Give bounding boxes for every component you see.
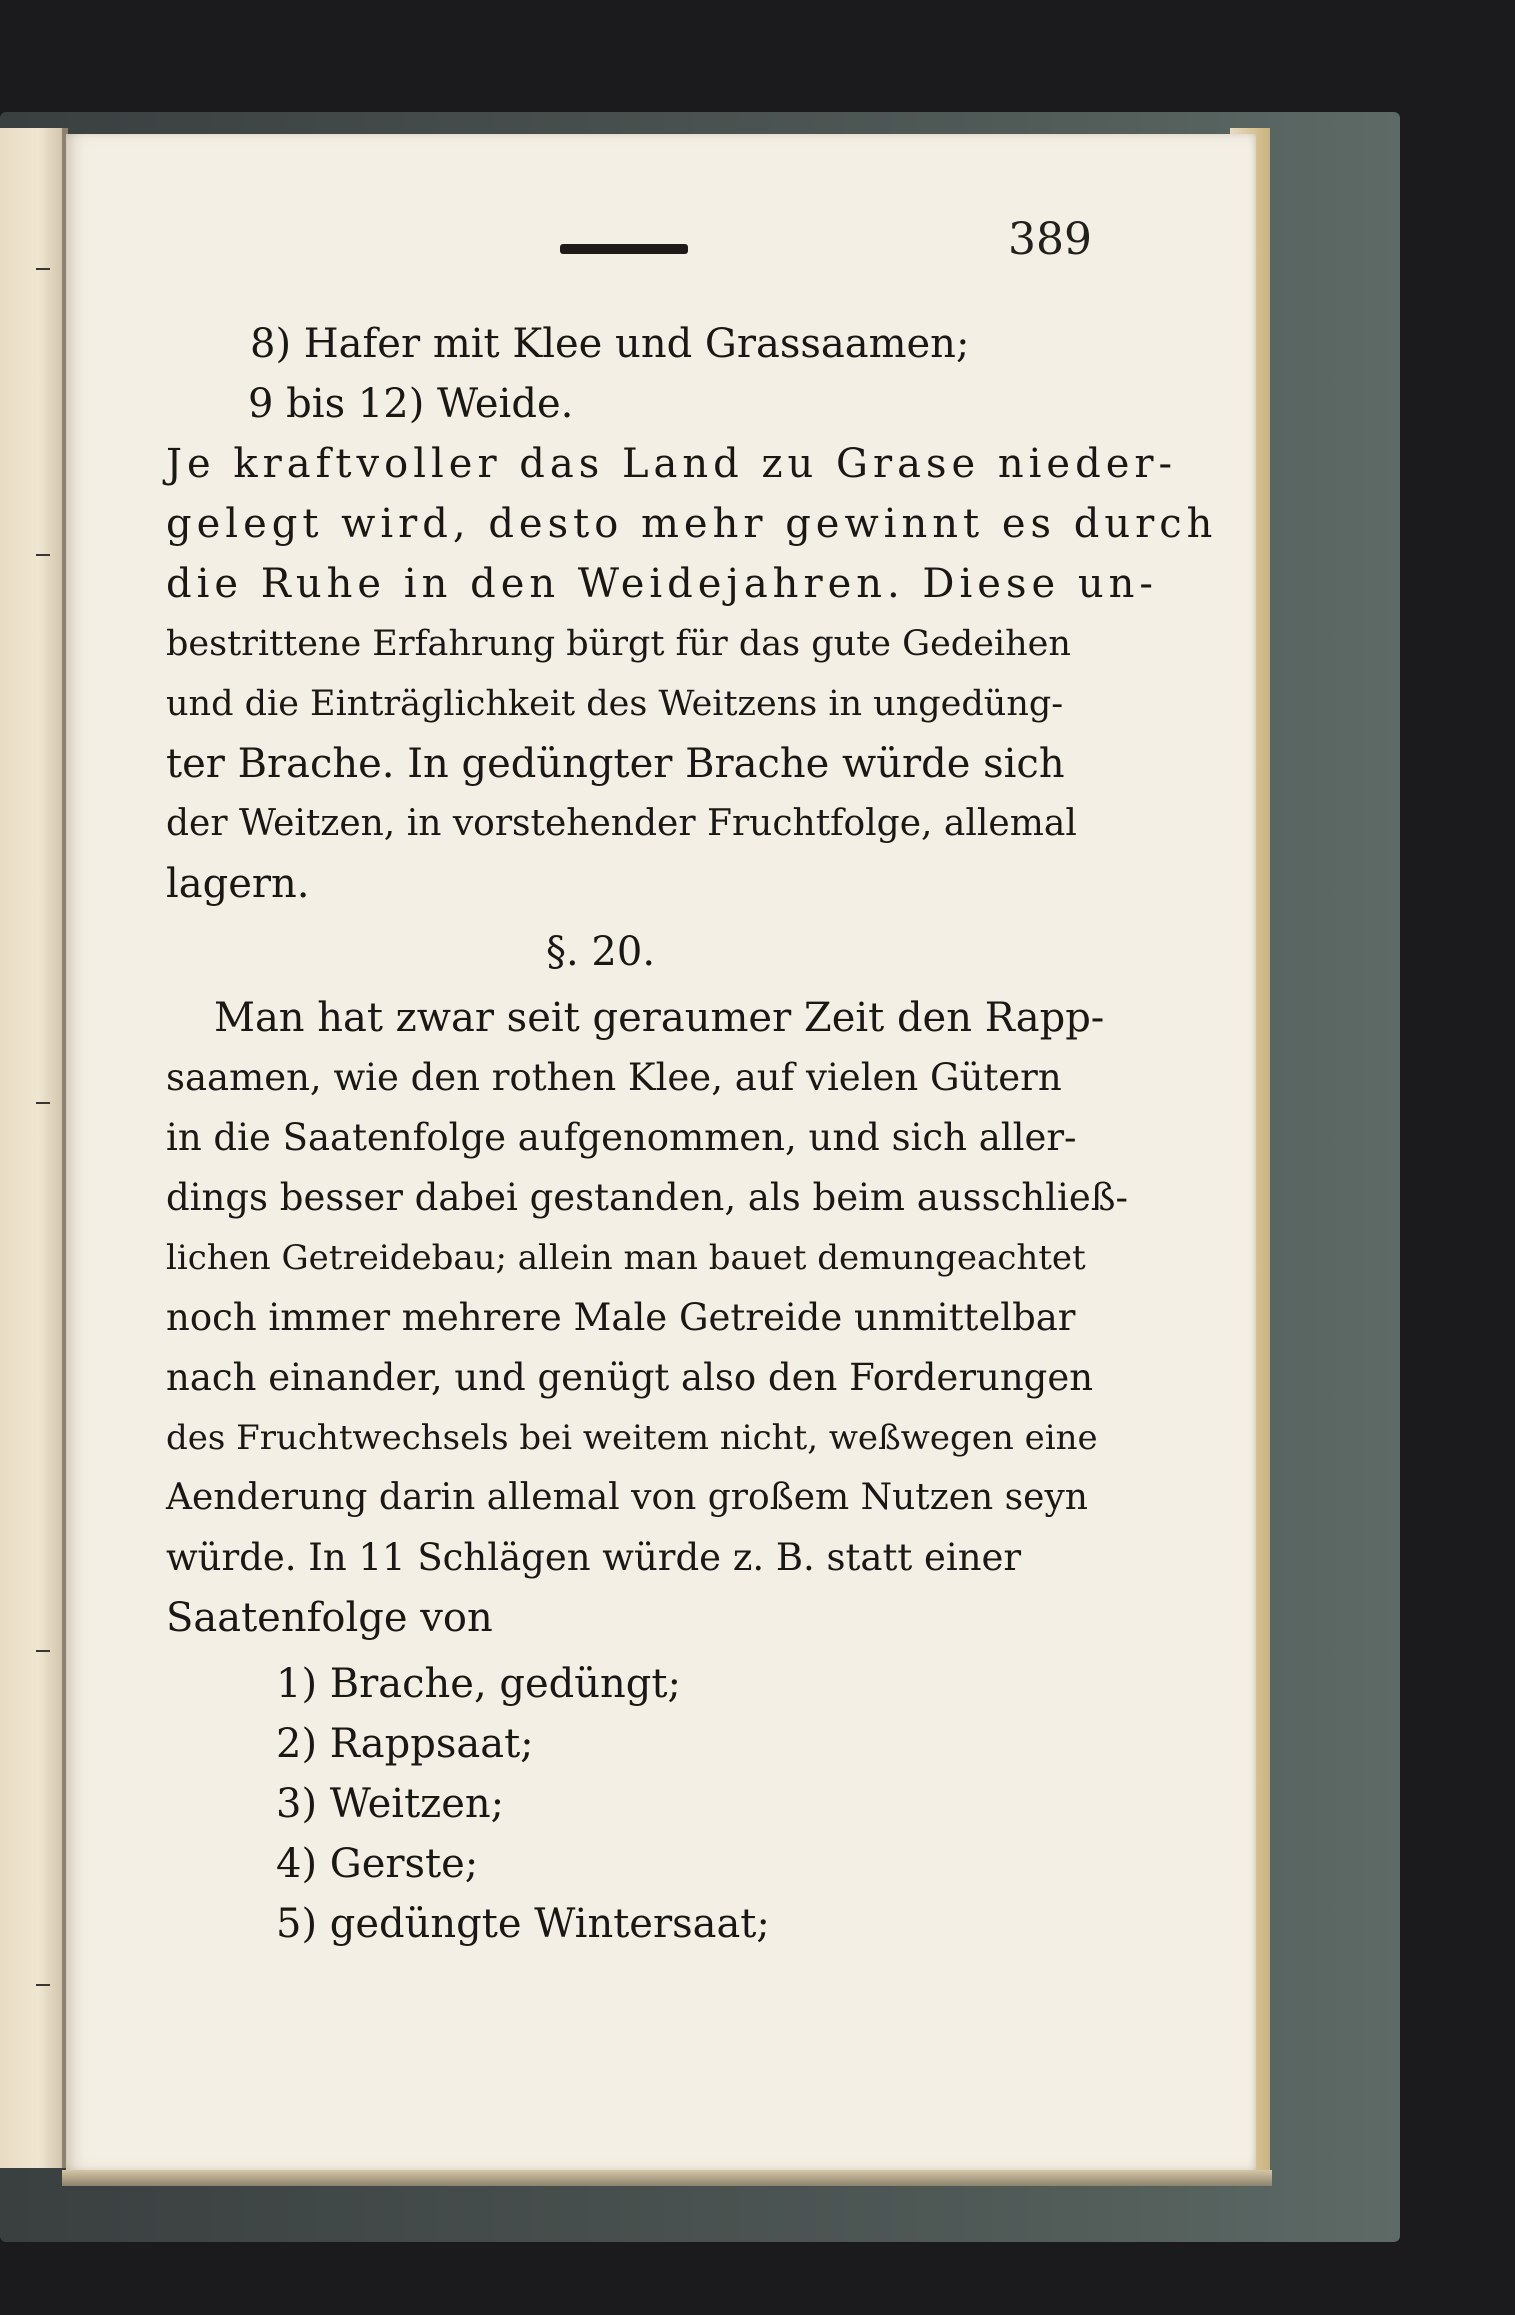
text-line: und die Einträglichkeit des Weitzens in ungedüng- — [166, 684, 1064, 724]
page-notch — [36, 268, 50, 270]
text-line: 8) Hafer mit Klee und Grassaamen; — [250, 321, 970, 367]
list-item: 4) Gerste; — [276, 1841, 479, 1887]
text-line: Saatenfolge von — [166, 1595, 493, 1641]
header-rule — [560, 244, 688, 254]
text-line: die Ruhe in den Weidejahren. Diese un- — [166, 561, 1158, 607]
text-line: gelegt wird, desto mehr gewinnt es durch — [166, 501, 1218, 547]
page-bottom-edge — [62, 2170, 1272, 2186]
text-line: dings besser dabei gestanden, als beim ausschließ- — [166, 1176, 1128, 1219]
text-line: in die Saatenfolge aufgenommen, und sich aller- — [166, 1116, 1077, 1159]
text-line: 9 bis 12) Weide. — [248, 381, 574, 427]
list-item: 1) Brache, gedüngt; — [276, 1661, 681, 1707]
text-line: saamen, wie den rothen Klee, auf vielen Gütern — [166, 1056, 1062, 1099]
text-line: Man hat zwar seit geraumer Zeit den Rapp- — [214, 995, 1105, 1041]
text-line: des Fruchtwechsels bei weitem nicht, weßwegen eine — [166, 1418, 1098, 1458]
page-notch — [36, 1650, 50, 1652]
text-line: nach einander, und genügt also den Forderungen — [166, 1356, 1094, 1399]
page-notch — [36, 1102, 50, 1104]
left-page-edge — [0, 128, 66, 2168]
text-line: der Weitzen, in vorstehender Fruchtfolge, allemal — [166, 803, 1077, 844]
section-heading: §. 20. — [546, 929, 656, 975]
page-notch — [36, 554, 50, 556]
list-item: 5) gedüngte Wintersaat; — [276, 1901, 770, 1947]
text-line: Je kraftvoller das Land zu Grase nieder- — [166, 441, 1177, 487]
text-line: bestrittene Erfahrung bürgt für das gute Gedeihen — [166, 624, 1071, 664]
text-line: lagern. — [166, 861, 310, 907]
list-item: 3) Weitzen; — [276, 1781, 505, 1827]
text-line: noch immer mehrere Male Getreide unmittelbar — [166, 1296, 1076, 1339]
page-notch — [36, 1984, 50, 1986]
list-item: 2) Rappsaat; — [276, 1721, 534, 1767]
page-number: 389 — [1008, 214, 1092, 265]
text-line: Aenderung darin allemal von großem Nutzen seyn — [166, 1477, 1088, 1518]
text-line: ter Brache. In gedüngter Brache würde sich — [166, 741, 1065, 787]
text-line: lichen Getreidebau; allein man bauet demungeachtet — [166, 1238, 1086, 1278]
text-line: würde. In 11 Schlägen würde z. B. statt einer — [166, 1536, 1022, 1579]
